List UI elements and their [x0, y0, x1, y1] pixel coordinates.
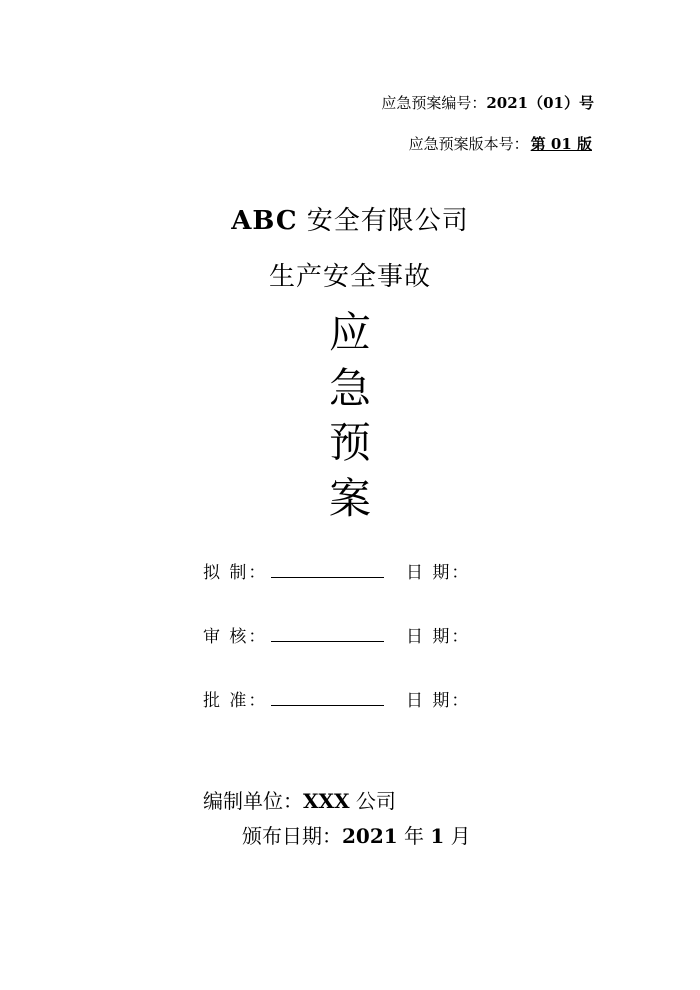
- draft-label: 拟 制：: [203, 563, 268, 583]
- version-value: 第 01 版: [530, 135, 592, 153]
- compiling-unit-value: XXX: [303, 789, 350, 813]
- compiling-unit: [203, 785, 396, 814]
- approve-label: 批 准：: [203, 691, 268, 711]
- issue-month: 1: [430, 824, 445, 848]
- company-name-latin: ABC: [231, 206, 298, 236]
- title-char-1: 应: [328, 308, 371, 357]
- plan-number-label: 应急预案编号：: [381, 94, 487, 112]
- document-subtitle: 生产安全事故: [268, 262, 431, 292]
- compiling-unit-label: 编制单位：: [203, 789, 303, 813]
- issue-date-label: 颁布日期：: [242, 824, 342, 848]
- version-line: [409, 133, 594, 154]
- draft-signature-line: [271, 576, 384, 578]
- issue-year: 2021: [342, 824, 398, 848]
- plan-number-line: [381, 92, 594, 113]
- plan-number-value: 2021（01）号: [486, 94, 594, 112]
- draft-date-label: 日 期：: [406, 563, 471, 583]
- review-date-label: 日 期：: [406, 627, 471, 647]
- signature-row-approve: [203, 686, 503, 710]
- review-signature-line: [271, 640, 384, 642]
- version-label: 应急预案版本号：: [408, 135, 529, 153]
- title-char-3: 预: [328, 418, 371, 467]
- company-name-cjk: 安全有限公司: [297, 206, 469, 236]
- company-name: [0, 200, 700, 237]
- approve-date-label: 日 期：: [406, 691, 471, 711]
- approve-signature-line: [271, 704, 384, 706]
- issue-year-unit: 年: [397, 824, 431, 848]
- signature-row-review: [203, 622, 503, 646]
- review-label: 审 核：: [203, 627, 268, 647]
- title-char-4: 案: [328, 474, 371, 523]
- compiling-unit-suffix: 公司: [349, 789, 396, 813]
- signature-row-draft: [203, 558, 503, 582]
- issue-date: [242, 820, 471, 849]
- title-char-2: 急: [328, 364, 371, 413]
- issue-month-unit: 月: [444, 824, 471, 848]
